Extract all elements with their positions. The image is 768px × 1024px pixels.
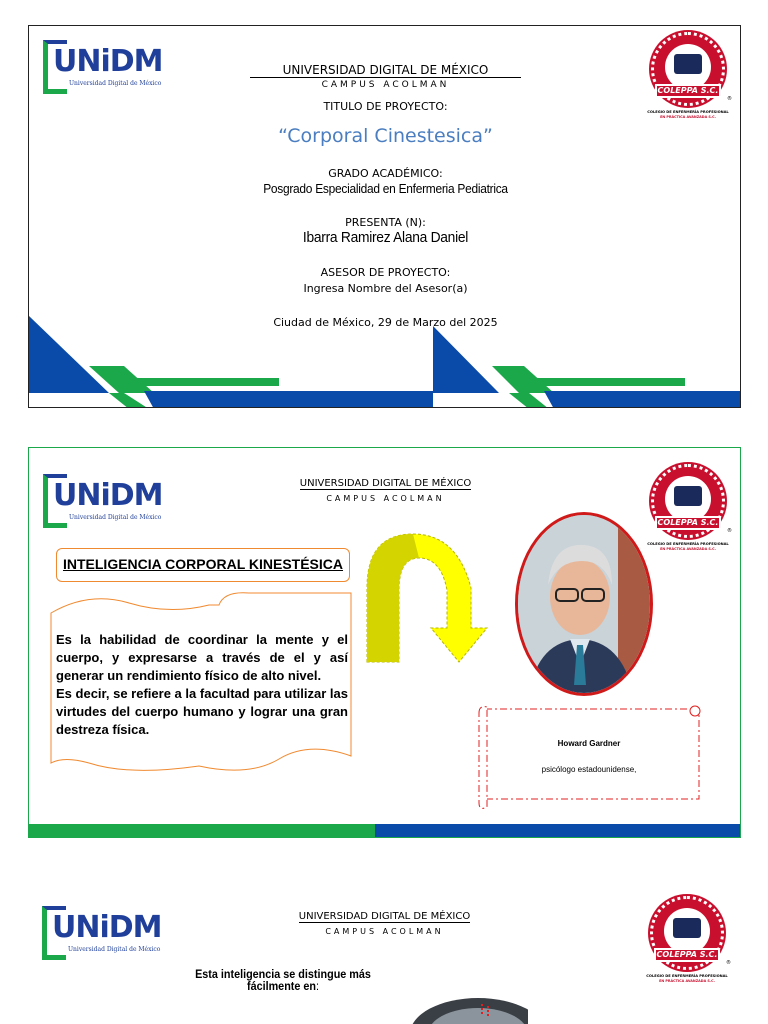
- person-name: Howard Gardner: [557, 739, 621, 748]
- presenter-label: PRESENTA (N):: [345, 216, 426, 229]
- registered-mark: ®: [727, 528, 732, 534]
- section-heading: INTELIGENCIA CORPORAL KINESTÉSICA: [62, 556, 344, 572]
- unidm-logo-subtitle: Universidad Digital de México: [69, 80, 162, 87]
- characteristics-slide: [28, 878, 741, 1024]
- intro-line2: fácilmente en: [246, 979, 317, 993]
- portrait-image: [518, 515, 653, 696]
- project-title: “Corporal Cinestesica”: [278, 125, 493, 147]
- unidm-logo-subtitle: Universidad Digital de México: [68, 946, 161, 953]
- definition-text: [56, 631, 348, 739]
- coleppa-caption: COLEGIO DE ENFERMERÍA PROFESIONAL: [647, 542, 729, 546]
- project-label: TITULO DE PROYECTO:: [323, 100, 448, 113]
- coleppa-caption: COLEGIO DE ENFERMERÍA PROFESIONAL: [647, 110, 729, 114]
- gardner-card: [473, 703, 705, 813]
- circle-graphic: [408, 984, 528, 1024]
- presenter-value: Ibarra Ramirez Alana Daniel: [302, 229, 469, 246]
- intro-colon: :: [316, 979, 320, 993]
- coleppa-caption: COLEGIO DE ENFERMERÍA PROFESIONAL: [646, 974, 728, 978]
- coleppa-banner: COLEPPA S.C.: [655, 516, 721, 530]
- coleppa-banner: COLEPPA S.C.: [654, 948, 720, 962]
- footer-bar-green: [29, 824, 375, 838]
- coleppa-caption-sub: EN PRÁCTICA AVANZADA S.C.: [660, 115, 716, 119]
- place-date: Ciudad de México, 29 de Marzo del 2025: [273, 316, 498, 329]
- degree-value: Posgrado Especialidad en Enfermeria Pediatrica: [263, 181, 508, 196]
- person-description: psicólogo estadounidense,: [541, 765, 637, 774]
- unidm-logo-subtitle: Universidad Digital de México: [69, 514, 162, 521]
- curved-arrow-icon: [361, 528, 501, 668]
- unidm-logo-name: UNiDM: [52, 910, 162, 945]
- registered-mark: ®: [726, 960, 731, 966]
- coleppa-caption-sub: EN PRÁCTICA AVANZADA S.C.: [660, 547, 716, 551]
- definition-scroll: [49, 591, 353, 778]
- coleppa-banner: COLEPPA S.C.: [655, 84, 721, 98]
- unidm-logo-name: UNiDM: [53, 44, 163, 79]
- unidm-logo-name: UNiDM: [53, 478, 163, 513]
- title-slide: [28, 25, 741, 408]
- intro-text: [189, 968, 378, 992]
- definition-line2: Es decir, se refiere a la facultad para utilizar las virtudes del cuerpo humano y lograr una gran destreza física.: [56, 686, 348, 737]
- intro-line1: Esta inteligencia se distingue más: [195, 967, 371, 981]
- university-name: UNIVERSIDAD DIGITAL DE MÉXICO: [299, 478, 472, 489]
- definition-line1: Es la habilidad de coordinar la mente y el cuerpo, y expresarse a través de el y así generar un rendimiento físico de alto nivel.: [56, 632, 348, 683]
- heading-box: [56, 548, 350, 582]
- campus-name: CAMPUS ACOLMAN: [325, 927, 444, 936]
- campus-name: CAMPUS ACOLMAN: [321, 80, 450, 90]
- scroll-frame: [473, 703, 705, 813]
- coleppa-caption-sub: EN PRÁCTICA AVANZADA S.C.: [659, 979, 715, 983]
- footer-bar-blue: [375, 824, 741, 838]
- registered-mark: ®: [727, 96, 732, 102]
- degree-label: GRADO ACADÉMICO:: [328, 167, 443, 180]
- definition-slide: [28, 447, 741, 838]
- advisor-value: Ingresa Nombre del Asesor(a): [303, 282, 468, 295]
- advisor-label: ASESOR DE PROYECTO:: [320, 266, 451, 279]
- university-name: UNIVERSIDAD DIGITAL DE MÉXICO: [298, 911, 471, 922]
- university-name: UNIVERSIDAD DIGITAL DE MÉXICO: [29, 63, 741, 77]
- gardner-photo: [515, 512, 653, 696]
- decorative-stripes: [29, 26, 741, 408]
- campus-name: CAMPUS ACOLMAN: [326, 494, 445, 503]
